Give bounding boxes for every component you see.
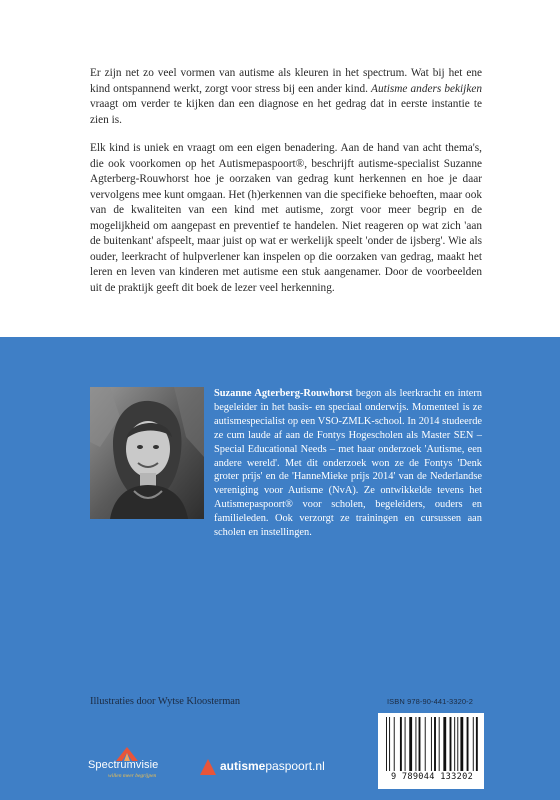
autismepaspoort-bold: autisme [220, 759, 266, 773]
spectrumvisie-name: Spectrumvisie [88, 759, 159, 771]
barcode-digits: 9 789044 133202 [390, 772, 474, 782]
blurb-text [90, 66, 482, 309]
isbn-label: ISBN 978-90-441-3320-2 [387, 697, 474, 706]
blurb-p1-start: Er zijn net zo veel vormen van autisme als kleuren in het spectrum. Wat bij het ene kind ontspannend werkt, zorgt voor stress bij een ander kind. [90, 67, 482, 95]
author-bio-text: begon als leerkracht en intern begeleider in het basis- en speciaal onderwijs. Momenteel is ze autismespecialist op een VSO-ZMLK-school. In 2014 studeerde ze cum laude af aan de Fontys Hogescholen als Master SEN – Special Educational Needs – met haar onderzoek 'Autisme, een andere wereld'. Met dit onderzoek won ze de Fontys 'Denk groter prijs' en de 'HanneMieke prijs 2014' van de Nederlandse vereniging voor Autisme (NvA). Ze ontwikkelde tevens het Autismepaspoort® voor scholen, begeleiders, ouders en familieleden. Ook verzorgt ze trainingen en cursussen aan scholen en instellingen. [214, 388, 483, 539]
author-bio [214, 387, 482, 540]
autismepaspoort-name [220, 759, 325, 773]
blurb-p1-end: vraagt om verder te kijken dan een diagnose en het gedrag dat in eerste instantie te zien is. [90, 98, 482, 126]
barcode [378, 713, 484, 789]
illustrations-credit: Illustraties door Wytse Kloosterman [90, 696, 241, 707]
blurb-paragraph-1 [90, 66, 482, 128]
autismepaspoort-rest: paspoort.nl [265, 759, 325, 773]
barcode-bars-icon [386, 717, 478, 773]
blurb-paragraph-2: Elk kind is uniek en vraagt om een eigen benadering. Aan de hand van acht thema's, die ook voorkomen op het Autismepaspoort®, beschrijft autisme-specialist Suzanne Agterberg-Rouwhorst hoe je oorzaken van gedrag kunt herkennen en hoe je daar vervolgens mee kunt omgaan. Het (h)erkennen van die specifieke behoeften, maar ook van de kwaliteiten van een kind met autisme, zorgt voor meer begrip en de mogelijkheid om aangepast en preventief te handelen. Niet reageren op wat zich 'aan de buitenkant' afspeelt, maar juist op wat er werkelijk speelt 'onder de ijsberg'. Wie als ouder, leerkracht of hulpverlener kan inspelen op die oorzaken van gedrag, maakt het leren en leven van kinderen met autisme een stuk aangenamer. Door de voorbeelden uit de praktijk geeft dit boek de lezer veel herkenning. [90, 142, 482, 294]
autismepaspoort-logo [200, 757, 360, 781]
spectrumvisie-logo [88, 749, 188, 783]
blurb-section [0, 0, 560, 337]
author-section [0, 337, 560, 800]
spectrumvisie-tagline: willen meer begrijpen [108, 773, 157, 779]
author-photo [90, 387, 204, 519]
book-title-inline: Autisme anders bekijken [371, 82, 483, 95]
author-name: Suzanne Agterberg-Rouwhorst [214, 388, 353, 399]
autismepaspoort-triangle-icon [200, 759, 216, 775]
